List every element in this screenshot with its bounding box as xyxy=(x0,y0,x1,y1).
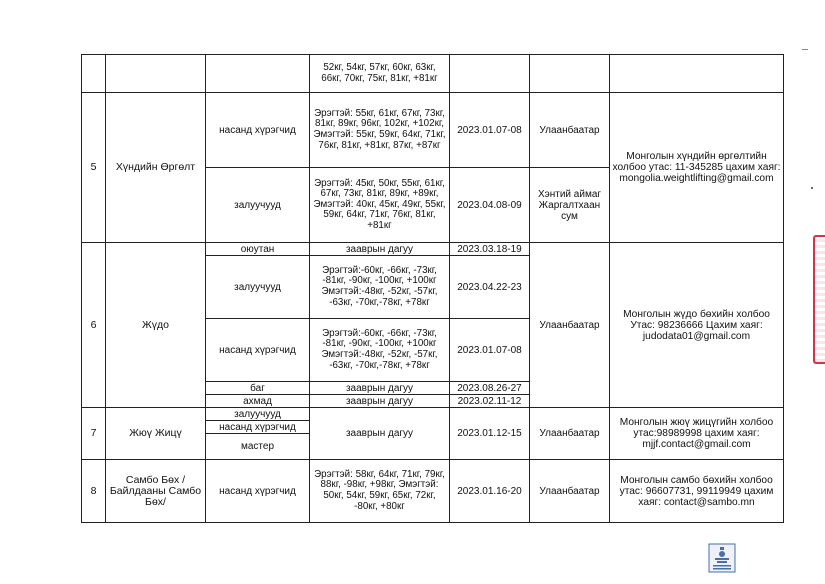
date-cell xyxy=(450,55,530,93)
date-cell: 2023.04.22-23 xyxy=(450,256,530,319)
sport-name: Хүндийн Өргөлт xyxy=(106,93,206,243)
competition-schedule-table xyxy=(81,54,784,523)
weights-cell: зааврын дагуу xyxy=(310,408,450,460)
weights-cell: 52кг, 54кг, 57кг, 60кг, 63кг, 66кг, 70кг, 75кг, 81кг, +81кг xyxy=(310,55,450,93)
date-cell: 2023.04.08-09 xyxy=(450,168,530,243)
margin-dot xyxy=(811,187,813,189)
date-cell: 2023.02.11-12 xyxy=(450,395,530,408)
government-emblem-icon xyxy=(708,543,736,573)
sport-cell xyxy=(106,55,206,93)
location-cell: Улаанбаатар xyxy=(530,243,610,408)
binding-stamp-edge xyxy=(813,235,825,364)
category-cell: насанд хүрэгчид xyxy=(206,93,310,168)
date-cell: 2023.08.26-27 xyxy=(450,382,530,395)
sport-name: Жюү Жицү xyxy=(106,408,206,460)
category-cell: мастер xyxy=(206,434,310,460)
row-number: 6 xyxy=(82,243,106,408)
organizer-cell: Монголын самбо бөхийн холбоо утас: 96607731, 99119949 цахим хаяг: contact@sambo.mn xyxy=(610,460,784,523)
location-cell: Улаанбаатар xyxy=(530,460,610,523)
table-row xyxy=(82,408,784,421)
location-cell xyxy=(530,55,610,93)
location-cell: Хэнтий аймаг Жаргалтхаан сум xyxy=(530,168,610,243)
date-cell: 2023.01.07-08 xyxy=(450,319,530,382)
row-number: 5 xyxy=(82,93,106,243)
category-cell: насанд хүрэгчид xyxy=(206,319,310,382)
category-cell xyxy=(206,55,310,93)
table-row xyxy=(82,93,784,168)
organizer-cell: Монголын жюү жицүгийн холбоо утас:98989998 цахим хаяг: mjjf.contact@gmail.com xyxy=(610,408,784,460)
weights-cell: Эрэгтэй: 58кг, 64кг, 71кг, 79кг, 88кг, -98кг, +98кг, Эмэгтэй: 50кг, 54кг, 59кг, 65кг, 72кг, -80кг, +80кг xyxy=(310,460,450,523)
weights-cell: Эрэгтэй:-60кг, -66кг, -73кг, -81кг, -90кг, -100кг, +100кг Эмэгтэй:-48кг, -52кг, -57кг, -63кг, -70кг,-78кг, +78кг xyxy=(310,256,450,319)
category-cell: оюутан xyxy=(206,243,310,256)
organizer-cell xyxy=(610,55,784,93)
table-row xyxy=(82,243,784,256)
weights-cell: Эрэгтэй:-60кг, -66кг, -73кг, -81кг, -90кг, -100кг, +100кг Эмэгтэй:-48кг, -52кг, -57кг, -63кг, -70кг,-78кг, +78кг xyxy=(310,319,450,382)
date-cell: 2023.01.12-15 xyxy=(450,408,530,460)
category-cell: насанд хүрэгчид xyxy=(206,460,310,523)
weights-cell: зааврын дагуу xyxy=(310,243,450,256)
margin-mark xyxy=(802,49,808,50)
organizer-cell: Монголын жүдо бөхийн холбоо Утас: 98236666 Цахим хаяг: judodata01@gmail.com xyxy=(610,243,784,408)
date-cell: 2023.01.07-08 xyxy=(450,93,530,168)
category-cell: залуучууд xyxy=(206,256,310,319)
category-cell: баг xyxy=(206,382,310,395)
table-row xyxy=(82,460,784,523)
weights-cell: зааврын дагуу xyxy=(310,382,450,395)
category-cell: ахмад xyxy=(206,395,310,408)
sport-name: Жүдо xyxy=(106,243,206,408)
organizer-cell: Монголын хүндийн өргөлтийн холбоо утас: 11-345285 цахим хаяг: mongolia.weightlifting@gmail.com xyxy=(610,93,784,243)
weights-cell: Эрэгтэй: 55кг, 61кг, 67кг, 73кг, 81кг, 89кг, 96кг, 102кг, +102кг, Эмэгтэй: 55кг, 59кг, 64кг, 71кг, 76кг, 81кг, +81кг, 87кг, +87кг xyxy=(310,93,450,168)
location-cell: Улаанбаатар xyxy=(530,93,610,168)
row-number: 7 xyxy=(82,408,106,460)
category-cell: насанд хүрэгчид xyxy=(206,421,310,434)
sport-name: Самбо Бөх /Байлдааны Самбо Бөх/ xyxy=(106,460,206,523)
table-row xyxy=(82,55,784,93)
weights-cell: зааврын дагуу xyxy=(310,395,450,408)
location-cell: Улаанбаатар xyxy=(530,408,610,460)
number-cell xyxy=(82,55,106,93)
date-cell: 2023.03.18-19 xyxy=(450,243,530,256)
category-cell: залуучууд xyxy=(206,408,310,421)
category-cell: залуучууд xyxy=(206,168,310,243)
row-number: 8 xyxy=(82,460,106,523)
weights-cell: Эрэгтэй: 45кг, 50кг, 55кг, 61кг, 67кг, 73кг, 81кг, 89кг, +89кг, Эмэгтэй: 40кг, 45кг, 49кг, 55кг, 59кг, 64кг, 71кг, 76кг, 81кг, +81кг xyxy=(310,168,450,243)
date-cell: 2023.01.16-20 xyxy=(450,460,530,523)
